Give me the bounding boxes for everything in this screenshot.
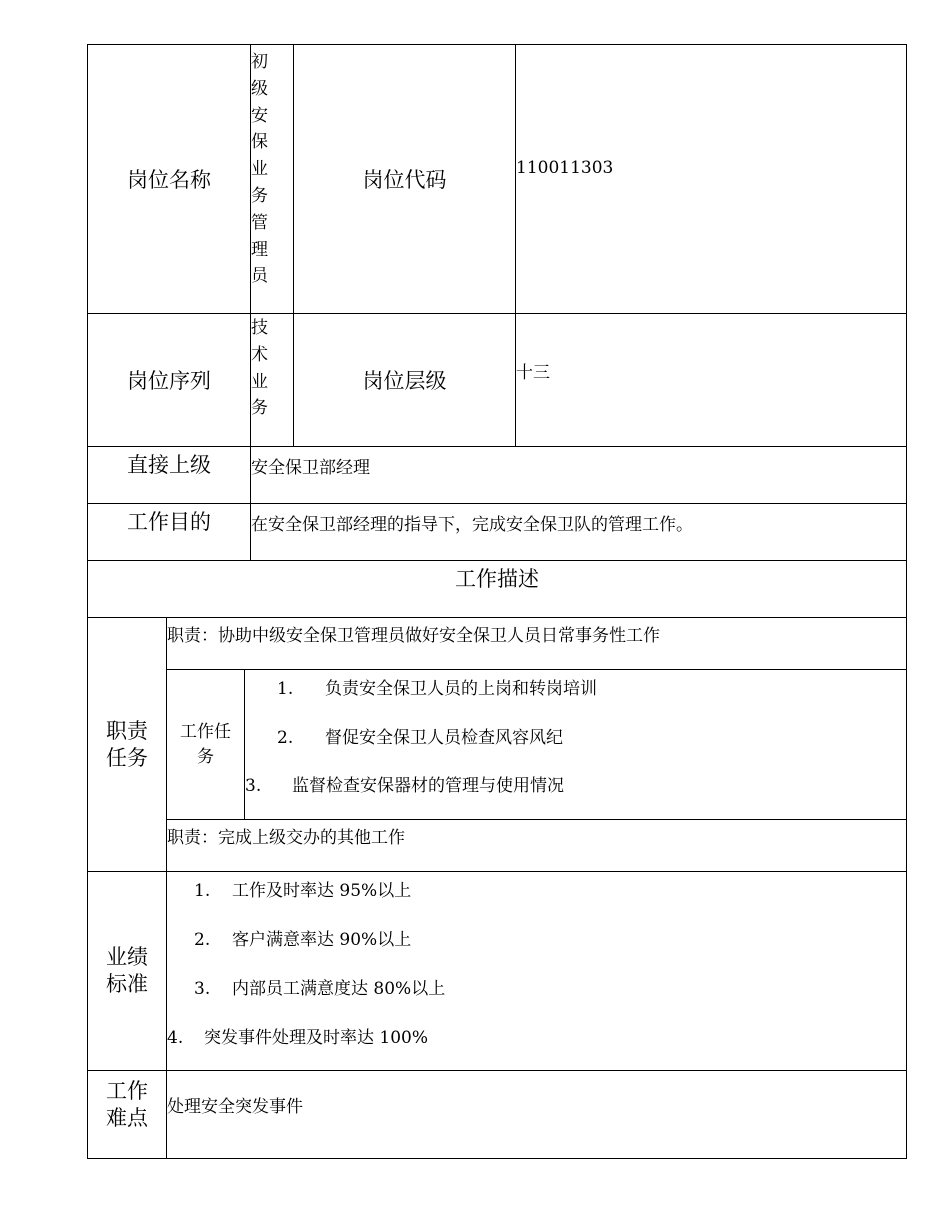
duty-2: 职责：完成上级交办的其他工作 xyxy=(167,828,405,848)
purpose-value: 在安全保卫部经理的指导下，完成安全保卫队的管理工作。 xyxy=(251,515,693,535)
performance-item xyxy=(194,876,411,901)
tasks-label-line2: 务 xyxy=(197,746,214,767)
difficulty-label-line1: 工作 xyxy=(106,1078,148,1103)
performance-text: 内部员工满意度达 80%以上 xyxy=(232,979,446,999)
performance-label-line2: 标准 xyxy=(106,972,148,996)
performance-item xyxy=(167,1023,428,1048)
performance-number: 4. xyxy=(167,1028,184,1048)
duty-1: 职责：协助中级安全保卫管理员做好安全保卫人员日常事务性工作 xyxy=(167,626,660,646)
performance-number: 2. xyxy=(194,930,211,950)
post-name-value: 初级安保业务管理员 xyxy=(251,52,268,287)
performance-number: 1. xyxy=(194,881,211,901)
tasks-label-line1: 工作任 xyxy=(180,721,231,742)
post-level-value: 十三 xyxy=(516,363,550,383)
post-name-label: 岗位名称 xyxy=(127,168,211,192)
task-item xyxy=(277,674,597,699)
performance-label xyxy=(88,872,166,1070)
section-title-description: 工作描述 xyxy=(455,567,539,591)
task-number: 2. xyxy=(277,728,294,748)
performance-text: 突发事件处理及时率达 100% xyxy=(204,1028,429,1048)
superior-value: 安全保卫部经理 xyxy=(251,458,370,478)
post-code-label: 岗位代码 xyxy=(362,168,447,192)
task-text: 监督检查安保器材的管理与使用情况 xyxy=(292,776,564,796)
post-series-value: 技术业务 xyxy=(251,318,268,419)
post-series-label: 岗位序列 xyxy=(127,369,211,393)
post-level-label: 岗位层级 xyxy=(362,369,447,393)
task-number: 3. xyxy=(245,776,262,796)
row-divider xyxy=(166,669,907,670)
task-item xyxy=(277,723,563,748)
performance-label-line1: 业绩 xyxy=(106,945,148,969)
task-text: 负责安全保卫人员的上岗和转岗培训 xyxy=(325,679,597,699)
performance-text: 客户满意率达 90%以上 xyxy=(232,930,412,950)
difficulty-label xyxy=(88,1071,166,1138)
difficulty-label-line2: 难点 xyxy=(106,1105,148,1130)
duties-label xyxy=(88,618,166,871)
row-divider xyxy=(87,1070,907,1071)
column-divider xyxy=(515,44,516,447)
performance-item xyxy=(194,974,445,999)
task-item xyxy=(245,771,564,796)
post-code-value: 110011303 xyxy=(516,158,614,178)
task-number: 1. xyxy=(277,679,294,699)
performance-number: 3. xyxy=(194,979,211,999)
column-divider xyxy=(244,669,245,820)
row-divider xyxy=(87,617,907,618)
tasks-label xyxy=(167,670,244,819)
duties-label-line2: 任务 xyxy=(106,745,148,770)
row-divider xyxy=(166,819,907,820)
row-divider xyxy=(87,871,907,872)
table-border-right xyxy=(906,44,907,1159)
performance-item xyxy=(194,925,411,950)
performance-text: 工作及时率达 95%以上 xyxy=(232,881,412,901)
purpose-label: 工作目的 xyxy=(127,510,211,534)
duties-label-line1: 职责 xyxy=(106,718,148,743)
difficulty-value: 处理安全突发事件 xyxy=(167,1097,303,1117)
superior-label: 直接上级 xyxy=(127,453,211,477)
task-text: 督促安全保卫人员检查风容风纪 xyxy=(325,728,563,748)
table-border-bottom xyxy=(87,1158,907,1159)
